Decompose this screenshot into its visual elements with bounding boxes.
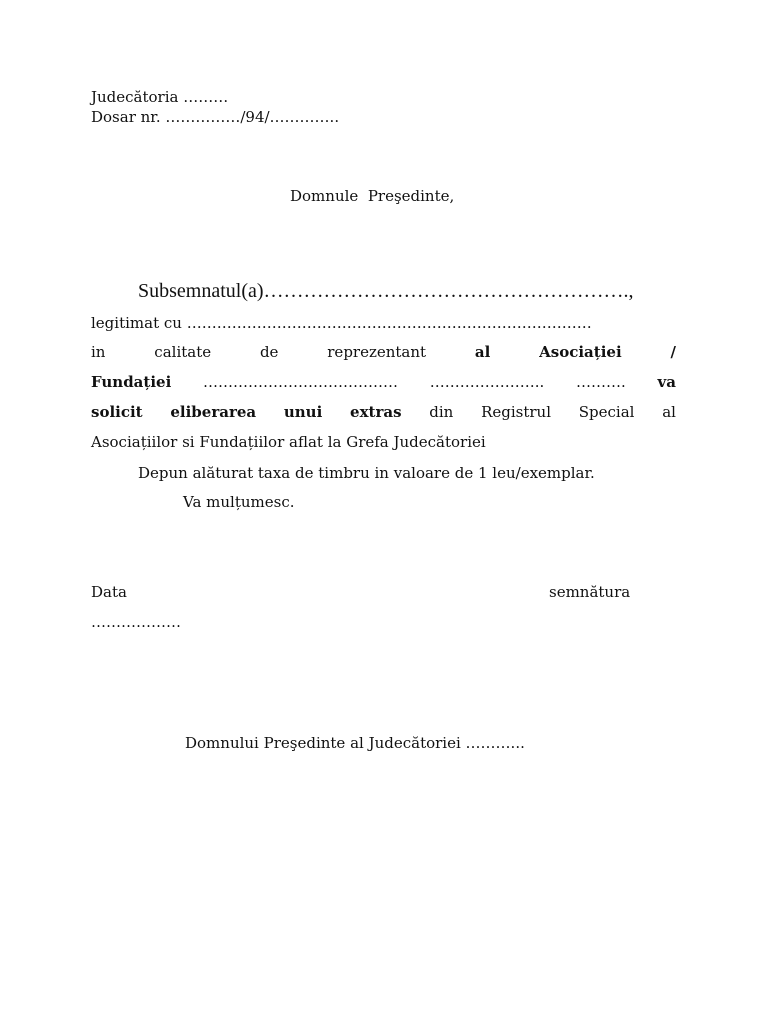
legitimat-line: legitimat cu ……………………………………………………………………… [91,314,592,332]
word: eliberarea [170,403,257,421]
word: solicit [91,403,143,421]
word: reprezentant [327,343,427,361]
word: unui [283,403,323,421]
word: extras [350,403,402,421]
addressee: Domnului Preşedinte al Judecătoriei ………... [185,734,525,752]
word: Asociației [539,343,622,361]
court-header: Judecătoria ……… [91,88,229,106]
asociatiilor-line: Asociațiilor si Fundațiilor aflat la Grefa Judecătoriei [91,433,486,451]
signature-label: semnătura [549,583,631,601]
word: in [91,343,106,361]
calitate-line [91,343,676,361]
word: al [474,343,491,361]
file-number: Dosar nr. ……………/94/………….. [91,108,340,126]
word: / [670,343,676,361]
subsemnatul-line: Subsemnatul(a)………………………………………………., [138,280,634,302]
date-label: Data [91,583,127,601]
dots: ………………….. [429,373,545,391]
word: al [662,403,676,421]
word: va [657,373,676,391]
date-dots: ……………… [91,613,181,631]
thanks-line: Va mulțumesc. [183,493,295,511]
taxa-line: Depun alăturat taxa de timbru in valoare de 1 leu/exemplar. [138,464,595,482]
solicit-line [91,403,676,421]
word: Special [578,403,635,421]
salutation: Domnule Preşedinte, [290,187,455,205]
word: calitate [154,343,212,361]
dots: ………. [576,373,626,391]
dots: ………………………………… [203,373,399,391]
word: Fundației [91,373,172,391]
fundatiei-line [91,373,676,391]
word: din [429,403,454,421]
word: de [259,343,279,361]
word: Registrul [481,403,552,421]
